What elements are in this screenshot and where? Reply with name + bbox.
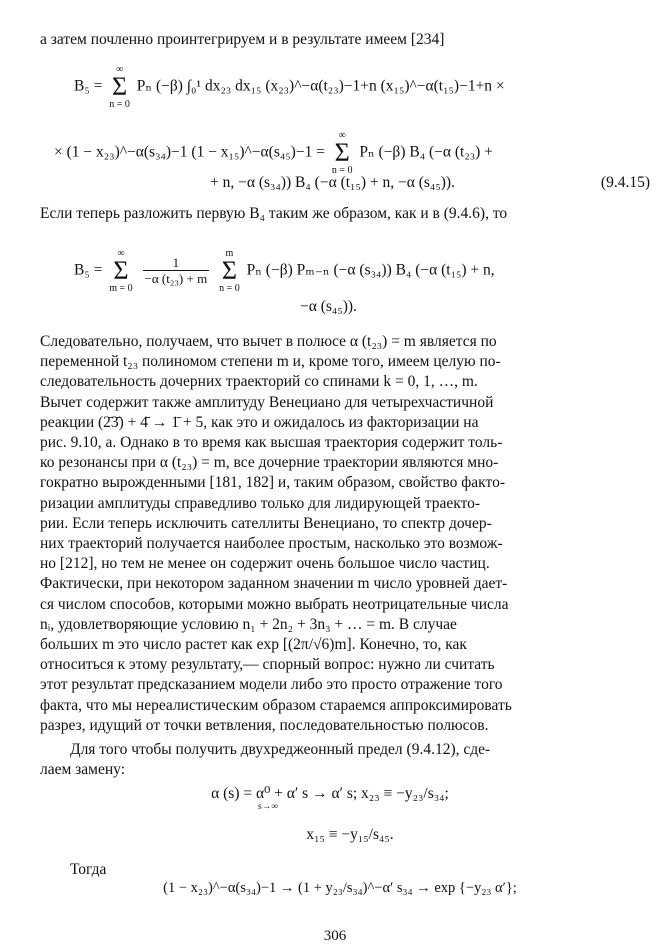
eq3-arrow-label: s→∞ [258, 802, 278, 812]
eq1-row2-left: × (1 − x₂₃)^−α(s₃₄)−1 (1 − x₁₅)^−α(s₄₅)−1 = [54, 143, 325, 161]
eq2-lhs: B₅ = [74, 261, 103, 279]
page-number: 306 [323, 928, 347, 944]
paragraph-1 [40, 204, 652, 224]
eq1-row1-body: Pₙ (−β) ∫₀¹ dx₂₃ dx₁₅ (x₂₃)^−α(t₂₃)−1+n (x₁₅)^−α(t₁₅)−1+n × [136, 77, 505, 95]
paragraph-3-line: лаем замену: [40, 761, 126, 779]
substitution-equation-line-2 [220, 826, 480, 844]
eq2-sum-sign-2: m Σ n = 0 [219, 248, 240, 294]
substitution-arrow-label [258, 802, 318, 812]
equation-9-4-15-row-2 [54, 130, 666, 176]
paragraph-2-line: переменной t₂₃ полиномом степени m и, кроме того, имеем целую по- [40, 353, 501, 371]
paragraph-2-line: следовательность дочерних траекторий со спинами k = 0, 1, …, m. [40, 373, 478, 391]
paragraph-2-line: Вычет содержит также амплитуду Венециано для четырехчастичной [40, 393, 494, 411]
paragraph-2-line: Фактически, при некотором заданном значении m число уровней дает- [40, 575, 508, 593]
eq2-sum2-top: m [225, 248, 234, 259]
paragraph-2-line: реакции (2̄3̄) + 4̄ → 1̄ + 5, как это и ожидалось из факторизации на [40, 413, 479, 431]
paragraph-2-line: ризации амплитуды справедливо только для лидирующей траекто- [40, 494, 481, 512]
eq4-line1: (1 − x₂₃)^−α(s₃₄)−1 → (1 + y₂₃/s₃₄)^−α′ s₃₄ → exp {−y₂₃ α′}; [163, 880, 517, 896]
paragraph-2-line: больших m это число растет как exp [(2π/√6)m]. Конечно, то, как [40, 636, 467, 654]
eq1-sum-sign-2: ∞ Σ n = 0 [331, 130, 353, 176]
intro-text: а затем почленно проинтегрируем и в результате имеем [234] [40, 31, 445, 48]
equation-b5-expansion-row-2 [300, 298, 600, 316]
eq2-row2: −α (s₄₅)). [300, 298, 357, 315]
paragraph-2-line: гократно вырожденными [181, 182] и, таким образом, свойство факто- [40, 474, 505, 492]
paragraph-2 [40, 332, 652, 736]
eq3-line1: α (s) = α⁰ + α′ s → α′ s; x₂₃ ≡ −y₂₃/s₃₄; [211, 785, 449, 802]
paragraph-2-line: Следовательно, получаем, что вычет в полюсе α (t₂₃) = m является по [40, 333, 497, 350]
eq1-row2-right: Pₙ (−β) B₄ (−α (t₂₃) + [359, 143, 493, 161]
substitution-equation-line-1 [120, 784, 540, 803]
then-text: Тогда [70, 861, 107, 878]
eq2-fraction [143, 255, 210, 287]
paragraph-2-line: рии. Если теперь исключить сателлиты Венециано, то спектр дочер- [40, 514, 492, 532]
equation-b5-expansion-row-1 [74, 248, 670, 294]
paragraph-2-line: них траекторий получается наиболее простым, насколько это возмож- [40, 535, 503, 553]
paragraph-2-line: рис. 9.10, а. Однако в то время как высшая траектория содержит толь- [40, 434, 503, 452]
paragraph-3 [40, 740, 652, 780]
eq2-frac-denominator: −α (t₂₃) + m [144, 271, 208, 286]
then-word [70, 860, 670, 880]
paragraph-2-line: относиться к этому результату,— спорный вопрос: нужно ли считать [40, 656, 495, 674]
paragraph-2-line: но [212], но тем не менее он содержит очень большое число частиц. [40, 555, 490, 573]
eq1-sum-sign: ∞ Σ n = 0 [109, 64, 130, 110]
paragraph-2-line: этот результат предсказанием модели либо это просто отражение того [40, 676, 503, 694]
paragraph-2-line: разрез, идущий от точки ветвления, последовательностью полюсов. [40, 716, 489, 734]
equation-9-4-15-row-3 [210, 174, 650, 192]
eq1-sum2-bottom: n = 0 [331, 165, 353, 176]
eq2-body: Pₙ (−β) Pₘ₋ₙ (−α (s₃₄)) B₄ (−α (t₁₅) + n, [246, 261, 495, 279]
eq3-line2: x₁₅ ≡ −y₁₅/s₄₅. [306, 826, 394, 843]
paragraph-2-line: ко резонансы при α (t₂₃) = m, все дочерние траектории являются мно- [40, 454, 499, 472]
paragraph-1-text: Если теперь разложить первую B₄ таким же образом, как и в (9.4.6), то [40, 205, 508, 222]
eq2-sum-sign-1: ∞ Σ m = 0 [109, 248, 133, 294]
eq1-lhs: B₅ = [74, 77, 103, 95]
paragraph-3-line: Для того чтобы получить двухреджеонный предел (9.4.12), сде- [70, 741, 491, 758]
eq2-frac-numerator: 1 [143, 255, 210, 271]
eq2-sum2-bottom: n = 0 [219, 283, 240, 294]
eq1-sum2-top: ∞ [338, 130, 346, 141]
equation-9-4-15-row-1 [74, 64, 670, 110]
equation-number-9-4-15: (9.4.15) [600, 174, 650, 191]
eq2-sum1-bottom: m = 0 [109, 283, 133, 294]
eq1-sum-top: ∞ [115, 64, 124, 75]
paragraph-2-line: nᵢ, удовлетворяющие условию n₁ + 2n₂ + 3n₃ + … = m. В случае [40, 615, 457, 633]
eq1-row3: + n, −α (s₃₄)) B₄ (−α (t₁₅) + n, −α (s₄₅)). [210, 174, 455, 191]
limit-equation-1 [60, 880, 620, 897]
intro-line [40, 30, 652, 50]
eq2-sum1-top: ∞ [117, 248, 125, 259]
paragraph-2-line: ся числом способов, которыми можно выбрать неотрицательные числа [40, 595, 509, 613]
eq1-sum-bottom: n = 0 [109, 99, 130, 110]
paragraph-2-line: факта, что мы нереалистическим образом стараемся аппроксимировать [40, 696, 512, 714]
